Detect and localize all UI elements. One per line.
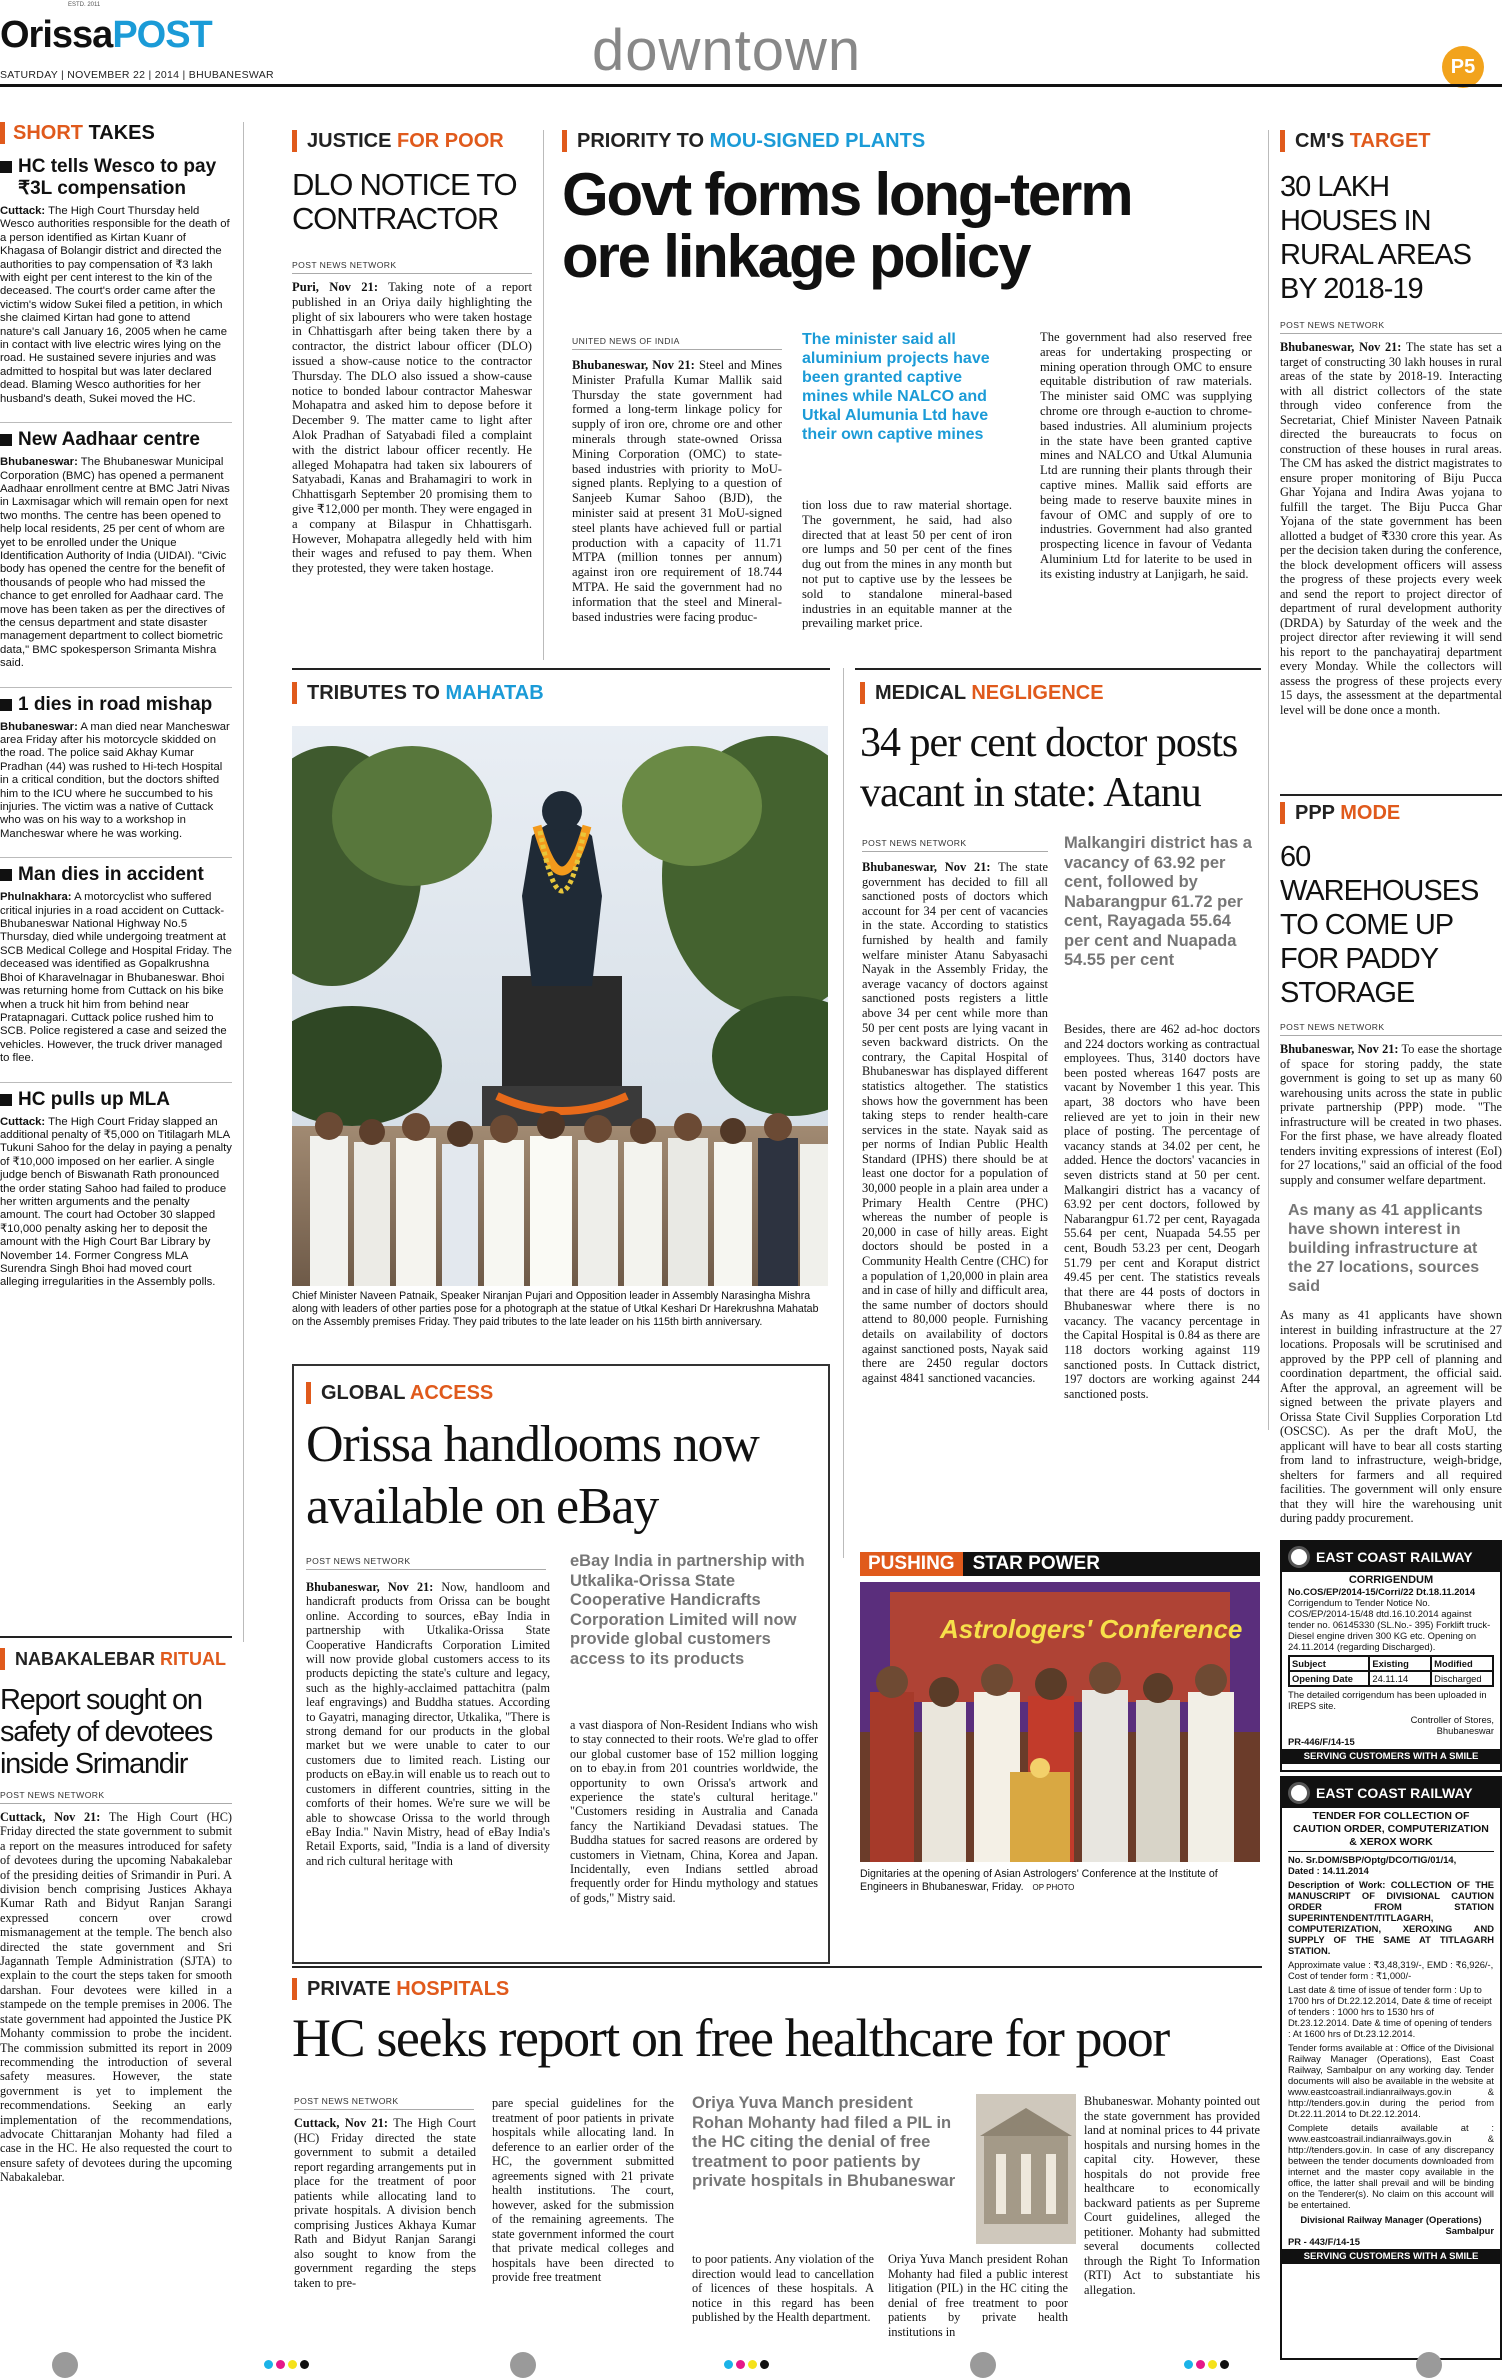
dateline-lead: Bhubaneswar, Nov 21: bbox=[306, 1580, 434, 1594]
short-take-item bbox=[0, 422, 232, 671]
railway-logo-icon bbox=[1288, 1782, 1310, 1804]
dateline-lead: Bhubaneswar: bbox=[0, 720, 78, 733]
logo-small: ESTD. 2011 bbox=[68, 2, 101, 8]
ad-reference: No. Sr.DOM/SBP/Optg/DCO/TIG/01/14, bbox=[1288, 1854, 1457, 1865]
conference-banner: Astrologers' Conference bbox=[940, 1614, 1243, 1644]
ad-footer: SERVING CUSTOMERS WITH A SMILE bbox=[1282, 2249, 1500, 2264]
logo-main: Orissa bbox=[0, 14, 113, 56]
handlooms-story bbox=[306, 1382, 826, 1538]
dateline-lead: Bhubaneswar, Nov 21: bbox=[572, 358, 695, 372]
doctor-col-2: Besides, there are 462 ad-hoc doctors and 224 doctors working as contractual employees. Thus, 3140 doctors have been posted whereas 1647 posts are vacant by November 1 this year. This apart, 38 doctors who have been relieved are yet to join in their new place of posting. The percentage of vacancy stands at 34.02 per cent, he added. Hence the doctors' vacancies in seven districts stand at 50 per cent. Malkangiri district has a vacancy of 63.92 per cent doctors, followed by Nabarangpur 61.72 per cent, Rayagada 55.64 per cent, Nuapada 54.55 per cent, Boudh 53.23 per cent, Deogarh 51.79 per cent and Koraput district 49.45 per cent. The statistics reveals that there are 44 posts of doctors in Bhubaneswar where there is no vacancy. The vacancy percentage in the Capital Hospital is 0.84 as there are 118 doctors working against 119 sanctioned posts. In Cuttack district, 197 doctors are working against 244 sanctioned posts. bbox=[1064, 1022, 1260, 1401]
short-take-body bbox=[0, 721, 232, 842]
short-take-text: The Bhubaneswar Municipal Corporation (BMC) has opened a permanent Aadhaar enrollment centre at BMC Jatri Nivas in Laxmisagar which will remain open for next two months. The centre has been opened to help local residents, 25 per cent of whom are yet to be enrolled under the Unique Identification Authority of India (UIDAI). "Civic body has opened the centre for the benefit of thousands of people who had missed the chance to get enrolled for Aadhaar card. The move has been taken as per the directives of the census department and state disaster management department to collect biometric data," BMC spokesperson Srimanta Mishra said. bbox=[0, 456, 230, 670]
ad-text: Description of Work: COLLECTION OF THE MANUSCRIPT OF DIVISIONAL CAUTION ORDER FROM STATION SUPERINTENDENT/TITLAGARH, COMPUTERIZATION, XEROXING AND SUPPLY OF THE SAME AT TITLAGARH STATION. bbox=[1288, 1879, 1494, 1956]
short-takes-label bbox=[0, 122, 232, 144]
short-take-item bbox=[0, 1082, 232, 1290]
dateline-lead: Cuttack, Nov 21: bbox=[294, 2116, 388, 2130]
doctor-story bbox=[860, 682, 1260, 818]
story-text: The High Court (HC) Friday directed the state government to submit a report on the measures introduced for safety of devotees during the upcoming Nabakalebar of the presiding deities of Srimandir in Puri. A division bench comprising Justices Akhaya Kumar Rath and Bidyut Ranjan Sarangi expressed concern over crowd mismanagement at the temple. The bench also directed the state government and Sri Jagannath Temple Administration (SJTA) to explain to the court the steps taken for smooth darshan. Four devotees were killed in a stampede on the temple premises in 2006. The state government had appointed the Justice PK Mohanty commission to probe the incident. The commission submitted its report in 2009 recommending the introduction of several safety measures. However, the state government is yet to implement the recommendations. Seeking an early implementation of the recommendations, advocate Chittaranjan Mohanty had filed a case in the HC. He also requested the court to ensure safety of devotees during the upcoming Nabakalebar. bbox=[0, 1810, 232, 2185]
table-cell: 24.11.14 bbox=[1369, 1671, 1431, 1686]
dateline-lead: Bhubaneswar, Nov 21: bbox=[1280, 340, 1402, 354]
nabakalebar-body bbox=[0, 1810, 232, 2185]
kicker-accent: RITUAL bbox=[160, 1649, 227, 1669]
mahatab-caption: Chief Minister Naveen Patnaik, Speaker Niranjan Pujari and Opposition leader in Assembly Narasingha Mishra along with leaders of other parties pose for a photograph at the statue of Utkal Keshari Dr Harekrushna Mahatab on the Assembly premises Friday. They paid tributes to the late leader on his 115th birth anniversary. bbox=[292, 1290, 819, 1328]
ad-signoff: Bhubaneswar bbox=[1436, 1725, 1494, 1736]
ore-byline: UNITED NEWS OF INDIA bbox=[572, 336, 782, 350]
nabakalebar-kicker bbox=[0, 1648, 232, 1670]
ad-title: TENDER FOR COLLECTION OF CAUTION ORDER, COMPUTERIZATION & XEROX WORK bbox=[1288, 1810, 1494, 1852]
short-take-headline bbox=[0, 429, 232, 451]
column-divider bbox=[1268, 130, 1269, 1430]
short-take-title: 1 dies in road mishap bbox=[18, 693, 213, 715]
dateline-lead: Cuttack, Nov 21: bbox=[0, 1810, 101, 1824]
kicker-primary: CM'S bbox=[1295, 130, 1345, 152]
warehouses-story bbox=[1280, 802, 1502, 1526]
railway-logo-icon bbox=[1288, 1546, 1310, 1568]
short-take-item bbox=[0, 857, 232, 1065]
ad-brand bbox=[1282, 1778, 1500, 1808]
ad-title: CORRIGENDUM bbox=[1348, 1574, 1434, 1586]
dlo-byline: POST NEWS NETWORK bbox=[292, 260, 532, 274]
ad-date: Dated : 14.11.2014 bbox=[1288, 1865, 1369, 1876]
healthcare-headline: HC seeks report on free healthcare for poor bbox=[292, 2008, 1169, 2068]
registration-marks bbox=[0, 2352, 1502, 2379]
kicker-primary: PRIVATE bbox=[307, 1978, 391, 2000]
short-takes-list bbox=[0, 156, 232, 1290]
handlooms-headline: Orissa handlooms now available on eBay bbox=[306, 1416, 759, 1535]
dateline-lead: Puri, Nov 21: bbox=[292, 280, 379, 294]
dlo-story bbox=[292, 130, 532, 576]
warehouses-body-2: As many as 41 applicants have shown interest in building infrastructure at the 27 locations. Proposals will be scrutinised and approved by the PPP cell of planning and coordination department, the official said. After the approval, an agreement will be signed between the private players and Orissa State Civil Supplies Corporation Ltd (OSCSC). As per the draft MoU, the applicant will have to bear all costs starting from land to infrastructure, weigh-bridge, shelters for farmers and all required facilities. The government will only ensure that they will hire the warehousing unit during paddy procurement. bbox=[1280, 1308, 1502, 1525]
bullet-square-icon bbox=[0, 434, 12, 446]
registration-mark-icon bbox=[970, 2352, 996, 2378]
short-take-title: New Aadhaar centre bbox=[18, 429, 200, 451]
ad-reference: PR - 443/F/14-15 bbox=[1288, 2236, 1360, 2247]
registration-mark-icon bbox=[510, 2352, 536, 2378]
healthcare-col-3: to poor patients. Any violation of the direction would lead to cancellation of licences of these hospitals. A notice in this regard has been published by the Health department. bbox=[692, 2252, 874, 2324]
dateline-lead: Bhubaneswar: bbox=[0, 456, 78, 469]
handlooms-col-1 bbox=[306, 1580, 550, 1868]
ad-text: Tender forms available at : Office of the Divisional Railway Manager (Operations), East Coast Railway, Sambalpur on any working day. Tender documents will also be available in the website at www.eastcoastrail.indianrailways.gov.in & http://tenders.gov.in during the period from Dt.22.11.2014 to Dt.22.12.2014. bbox=[1288, 2042, 1494, 2119]
doctor-headline: 34 per cent doctor posts vacant in state: Atanu bbox=[860, 720, 1238, 816]
short-take-body bbox=[0, 205, 232, 406]
warehouses-headline: 60 WAREHOUSES TO COME UP FOR PADDY STORAGE bbox=[1280, 841, 1479, 1009]
story-text: Taking note of a report published in an Oriya daily highlighting the plight of six labourers who were taken hostage in Chhattisgarh after being taken there by a contractor, the district labour officer (DLO) issued a show-cause notice to the contractor Thursday. The DLO also issued a show-cause notice to bonded labour contractor Maheswar Mohapatra and asked him to depose before it December 9. The matter came to light after Alok Pradhan of Satyabadi filed a complaint with the district labour officer recently. He alleged Mohapatra had taken six labourers of Satyabadi, Kanas and Brahamagiri to work in Chhattisgarh September 20 promising them to give ₹12,000 per month. They were engaged in a company at Bilaspur in Chhattisgarh. However, Mohapatra allegedly held with him their wages and refused to pay them. When they protested, they were taken hostage. bbox=[292, 280, 532, 576]
houses-kicker bbox=[1280, 130, 1502, 152]
column-divider bbox=[243, 122, 244, 1642]
ore-story bbox=[562, 130, 1262, 288]
dateline-lead: Cuttack: bbox=[0, 205, 46, 217]
ad-text: Complete details available at : www.eastcoastrail.indianrailways.gov.in & http://tenders.gov.in. In case of any discrepancy between the tender documents downloaded from internet and the master copy available in the office, the latter shall prevail and will be binding on the Tenderer(s). No claim on this account will be entertained. bbox=[1288, 2122, 1494, 2210]
short-take-text: A man died near Mancheswar area Friday after his motorcycle skidded on the road. The police said Akhay Kumar Pradhan (44) was rushed to Hi-tech Hospital in a critical condition, but the doctors shifted him to the ICU where he succumbed to his injuries. The victim was a native of Cuttack who was on his way to a workshop in Mancheswar where he was working. bbox=[0, 720, 230, 840]
dlo-body bbox=[292, 280, 532, 576]
page-number: P5 bbox=[1450, 56, 1476, 78]
short-take-title: Man dies in accident bbox=[18, 864, 204, 886]
kicker-accent: NEGLIGENCE bbox=[971, 682, 1104, 704]
short-take-headline bbox=[0, 864, 232, 886]
story-text: Now, handloom and handicraft products from Orissa can be bought online. According to sources, eBay India in partnership with Utkalika-Orissa State Cooperative Handicrafts Corporation Limited will now provide global customers access to its products depicting the state's culture and legacy, such as the highly-acclaimed pattachitra (palm leaf engravings) and Buddha statues. According to Gayatri, managing director, Utkalika, "There is strong demand for our products in the global market but we were unable to cater to our customers due to limited reach. Listing our products on eBay.in will enable us to reach out to customers in different countries, sitting in the comforts of their homes. We're sure we will be able to showcase Orissa to the world through eBay India." Navin Mistry, head of eBay India's Retail Exports, said, "India is a land of diversity and rich cultural heritage with bbox=[306, 1580, 550, 1868]
dlo-headline: DLO NOTICE TO CONTRACTOR bbox=[292, 167, 517, 236]
ad-text: The detailed corrigendum has been uploaded in IREPS site. bbox=[1288, 1689, 1487, 1711]
ad-brand-text: EAST COAST RAILWAY bbox=[1316, 1785, 1473, 1801]
ore-pullquote: The minister said all aluminium projects have been granted captive mines while NALCO and Utkal Alumunia Ltd have their own captive mines bbox=[802, 331, 990, 443]
high-court-photo-image bbox=[976, 2094, 1076, 2244]
logo-accent: POST bbox=[112, 14, 212, 56]
short-take-item bbox=[0, 156, 232, 406]
warehouses-pullquote: As many as 41 applicants have shown interest in building infrastructure at the 27 locations, sources said bbox=[1288, 1202, 1483, 1295]
kicker-primary: NABAKALEBAR bbox=[15, 1649, 155, 1669]
kicker-accent: MAHATAB bbox=[445, 682, 544, 704]
ad-brand-text: EAST COAST RAILWAY bbox=[1316, 1549, 1473, 1565]
houses-story bbox=[1280, 130, 1502, 717]
ore-headline: Govt forms long-term ore linkage policy bbox=[562, 161, 1132, 290]
dateline: SATURDAY | NOVEMBER 22 | 2014 | BHUBANESWAR bbox=[0, 69, 274, 81]
logo bbox=[0, 16, 212, 54]
kicker-accent: MOU-SIGNED PLANTS bbox=[709, 130, 926, 152]
healthcare-photo bbox=[976, 2094, 1076, 2244]
section-rule bbox=[855, 668, 1261, 670]
kicker-primary: TRIBUTES TO bbox=[307, 682, 440, 704]
kicker-primary: GLOBAL bbox=[321, 1382, 406, 1404]
section-rule bbox=[292, 1966, 1262, 1968]
short-take-title: HC pulls up MLA bbox=[18, 1088, 170, 1110]
story-text: The High Court (HC) Friday directed the state government to submit a detailed report regarding arrangements put in place for the treatment of poor patients while allocating land to private hospitals. A division bench comprising Justices Akhaya Kumar Rath and Bidyut Ranjan Sarangi also sought to know from the government regarding the steps taken to pre- bbox=[294, 2116, 476, 2290]
healthcare-col-2: pare special guidelines for the treatment of poor patients in private hospitals while allocating land. In deference to an earlier order of the HC, the government submitted agreements signed with 21 private health institutions. The court, however, asked for the submission of the remaining agreements. The state government informed the court that private medical colleges and hospitals have been directed to provide free treatment bbox=[492, 2096, 674, 2284]
registration-mark-icon bbox=[52, 2352, 78, 2378]
ore-col-2: tion loss due to raw material shortage. The government, he said, had also directed that at least 50 per cent of iron ore lumps and 50 per cent of the fines dug out from the mines in any month but not put to captive use by the lessees be sold to standalone mineral-based industries in an equitable manner at the prevailing market price. bbox=[802, 498, 1012, 631]
pushing-label-b: STAR POWER bbox=[963, 1552, 1260, 1576]
nabakalebar-story bbox=[0, 1640, 232, 2185]
color-dots-icon bbox=[724, 2360, 769, 2369]
short-take-headline bbox=[0, 694, 232, 716]
handlooms-kicker bbox=[306, 1382, 826, 1404]
bullet-square-icon bbox=[0, 699, 12, 711]
page-number-badge bbox=[1442, 46, 1484, 88]
pushing-label-a: PUSHING bbox=[860, 1552, 963, 1576]
short-take-title: HC tells Wesco to pay ₹3L compensation bbox=[18, 156, 217, 199]
short-takes-label-b: TAKES bbox=[88, 122, 155, 144]
healthcare-col-1 bbox=[294, 2116, 476, 2290]
table-cell: Opening Date bbox=[1289, 1671, 1369, 1686]
ad-reference: No.COS/EP/2014-15/Corri/22 Dt.18.11.2014 bbox=[1288, 1586, 1476, 1597]
kicker-accent: ACCESS bbox=[409, 1382, 494, 1404]
kicker-accent: FOR POOR bbox=[397, 130, 504, 152]
ad-signoff: Sambalpur bbox=[1445, 2225, 1494, 2236]
ad-brand bbox=[1282, 1542, 1500, 1572]
houses-byline: POST NEWS NETWORK bbox=[1280, 320, 1502, 334]
handlooms-byline: POST NEWS NETWORK bbox=[306, 1556, 546, 1570]
table-cell: Existing bbox=[1369, 1656, 1431, 1671]
mahatab-kicker bbox=[292, 682, 544, 704]
short-take-headline bbox=[0, 156, 232, 200]
dateline-lead: Cuttack: bbox=[0, 1115, 46, 1128]
ad-table bbox=[1288, 1655, 1494, 1687]
ad-signoff: Divisional Railway Manager (Operations) bbox=[1300, 2214, 1482, 2225]
kicker-primary: PPP bbox=[1295, 802, 1335, 824]
doctor-col-1 bbox=[862, 860, 1048, 1385]
short-take-headline bbox=[0, 1089, 232, 1111]
warehouses-kicker bbox=[1280, 802, 1502, 824]
doctor-byline: POST NEWS NETWORK bbox=[862, 838, 1048, 852]
color-dots-icon bbox=[264, 2360, 309, 2369]
short-take-text: The High Court Thursday held Wesco authorities responsible for the death of a person identified as Kirtan Kuanr of Khagasa of Bolangir district and directed the authorities to pay compensation of ₹3 lakh with eight per cent interest to the kin of the deceased. The court's order came after the victim's widow Sukei filed a petition, in which she claimed Kirtan had gone to attend nature's call January 16, 2005 when he came in contact with live electric wires lying on the road. He sustained severe injuries and was admitted to hospital but was later declared dead. Blaming Wesco authorities for her husband's death, Sukei moved the HC. bbox=[0, 205, 230, 405]
short-take-item bbox=[0, 687, 232, 842]
pushing-label bbox=[860, 1552, 1260, 1576]
column-divider bbox=[843, 668, 844, 1558]
masthead-rule bbox=[0, 84, 1502, 87]
ad-signoff: Controller of Stores, bbox=[1410, 1714, 1494, 1725]
color-dots-icon bbox=[1184, 2360, 1229, 2369]
ad-text: Approximate value : ₹3,48,319/-, EMD : ₹6,926/-, Cost of tender form : ₹1,000/- bbox=[1288, 1959, 1494, 1981]
kicker-primary: PRIORITY TO bbox=[577, 130, 705, 152]
story-text: To ease the shortage of space for storing paddy, the state government is going to set up as many 60 warehousing units across the state in public private partnership (PPP) mode. "The infrastructure will be created in two phases. For the first phase, we have already floated tenders inviting expressions of interest (EoI) for 27 locations," said an official of the food supply and consumer welfare department. bbox=[1280, 1042, 1502, 1187]
warehouses-body-1 bbox=[1280, 1042, 1502, 1187]
ad-reference: PR-446/F/14-15 bbox=[1288, 1736, 1355, 1747]
healthcare-col-5: Bhubaneswar. Mohanty pointed out the state government has provided land at nominal prices to 44 private hospitals and nursing homes in the capital city. However, these hospitals do not provide free healthcare to economically backward patients as per Supreme Court guidelines, alleged the petitioner. Mohanty had submitted several documents collected through the Right To Information (RTI) Act to substantiate his allegation. bbox=[1084, 2094, 1260, 2297]
kicker-accent: HOSPITALS bbox=[396, 1978, 510, 2000]
nabakalebar-byline: POST NEWS NETWORK bbox=[0, 1790, 232, 1804]
bullet-square-icon bbox=[0, 1094, 12, 1106]
doctor-kicker bbox=[860, 682, 1260, 704]
railway-tender-ad bbox=[1280, 1776, 1502, 2360]
dateline-lead: Bhubaneswar, Nov 21: bbox=[862, 860, 991, 874]
pushing-photo bbox=[860, 1582, 1260, 1862]
warehouses-byline: POST NEWS NETWORK bbox=[1280, 1022, 1502, 1036]
story-text: The state has set a target of constructing 30 lakh houses in rural areas of the state by 2018-19. Interacting with all district collectors of the state through video conference from the Secretariat, Chief Minister Naveen Patnaik directed the bureaucrats to focus on construction of these houses in rural areas. The CM has asked the district magistrates to ensure proper monitoring of Biju Pucca Ghar Yojana and Indira Awas yojana to fulfill the target. The Biju Pucca Ghar Yojana of the state government has been allotted a budget of ₹330 crore this year. As per the decision taken during the conference, the block development officers will assess the progress of these projects every week and send the report to project director of department of rural development authority (DRDA) by Saturday of the week and the project director after reviewing it will send his report to the panchayatiraj department every Monday. While the collectors will assess the progress of these projects every 15 days, the assessment at the departmental level will be done once a month. bbox=[1280, 340, 1502, 717]
section-rule bbox=[1280, 794, 1502, 796]
short-take-body bbox=[0, 456, 232, 671]
healthcare-kicker bbox=[292, 1978, 1262, 2000]
statue-photo-image bbox=[292, 726, 828, 1286]
kicker-accent: TARGET bbox=[1349, 130, 1431, 152]
masthead bbox=[0, 0, 1502, 82]
table-cell: Discharged bbox=[1431, 1671, 1493, 1686]
ad-text: Corrigendum to Tender Notice No. COS/EP/2014-15/48 dtd.16.10.2014 against tender no. 06145330 (SL.No.- 395) Forklift truck-Diesel engine driven 300 KG etc. Opening on 24.11.2014 (regarding Discharged). bbox=[1288, 1597, 1491, 1652]
short-take-text: The High Court Friday slapped an additional penalty of ₹5,000 on Titilagarh MLA Tukuni Sahoo for the delay in paying a penalty of ₹10,000 imposed on her earlier. A single judge bench of Biswanath Rath pronounced the order stating Sahoo had failed to produce her written arguments and the penalty amount. The court had October 30 slapped ₹10,000 penalty asking her to deposit the amount with the High Court Bar Library by November 14. Former Congress MLA Surendra Singh Bhoi had moved court alleging irregularities in the Assembly polls. bbox=[0, 1115, 232, 1289]
short-takes-column bbox=[0, 122, 232, 1306]
healthcare-story bbox=[292, 1978, 1262, 2068]
kicker-primary: JUSTICE bbox=[307, 130, 392, 152]
dateline-lead: Bhubaneswar, Nov 21: bbox=[1280, 1042, 1399, 1056]
houses-body bbox=[1280, 340, 1502, 717]
story-text: Steel and Mines Minister Prafulla Kumar Mallik said Thursday the state government had formed a long-term linkage policy for supply of iron ore, chrome ore and other minerals through state-owned Orissa Mining Corporation (OMC) to state-based industries with priority to MoU-signed plants. Replying to a question of Sanjeeb Kumar Sahoo (BJD), the minister said at present 31 MoU-signed steel plants have achieved full or partial production with a capacity of 11.71 MTPA (million tonnes per annum) against iron ore requirement of 18.744 MTPA. He said the government had no information that the steel and Mineral-based industries were facing produc- bbox=[572, 358, 782, 624]
section-rule bbox=[292, 668, 830, 670]
column-divider bbox=[543, 130, 544, 660]
railway-corrigendum-ad bbox=[1280, 1540, 1502, 1772]
section-title: downtown bbox=[592, 18, 862, 83]
pushing-caption bbox=[860, 1868, 1260, 1895]
bullet-square-icon bbox=[0, 869, 12, 881]
handlooms-col-2: a vast diaspora of Non-Resident Indians who wish to stay connected to their roots. We're glad to offer our global customer base of 152 million logging on to ebay.in from 201 countries worldwide, the opportunity to own Orissa's artwork and experience the state's cultural heritage." "Customers residing in Australia and Canada fancy the Nartikiand Devadasi statues. The Buddha statues for sacred reasons are ordered by customers in Vietnam, China, Korea and Japan. Incidentally, even Indians settled abroad frequently order for Hindu mythology and statues of gods," Mistry said. bbox=[570, 1718, 818, 1905]
handlooms-pullquote: eBay India in partnership with Utkalika-Orissa State Cooperative Handicrafts Corporation Limited will now provide global customers access to its products bbox=[570, 1552, 805, 1668]
photo-credit: OP PHOTO bbox=[1032, 1882, 1075, 1892]
healthcare-pullquote: Oriya Yuva Manch president Rohan Mohanty had filed a PIL in the HC citing the denial of free treatment to poor patients by private hospitals in Bhubaneswar bbox=[692, 2094, 956, 2190]
mahatab-photo bbox=[292, 726, 828, 1286]
bullet-square-icon bbox=[0, 161, 12, 173]
short-take-text: A motorcyclist who suffered critical injuries in a road accident on Cuttack-Bhubaneswar National Highway No.5 Thursday, died while undergoing treatment at SCB Medical College and Hospital Friday. The deceased was identified as Gopalkrushna Bhoi of Kharavelnagar in Bhubaneswar. Bhoi was returning home from Cuttack on his bike when a truck hit him from behind near Pratapnagari. Cuttack police rushed him to SCB. Police registered a case and seized the vehicles. However, the truck driver managed to flee. bbox=[0, 891, 232, 1065]
ore-col-1 bbox=[572, 358, 782, 624]
ad-text: Last date & time of issue of tender form : Up to 1700 hrs of Dt.22.12.2014, Date & time of receipt of tenders : 1000 hrs to 1530 hrs of Dt.23.12.2014. Date & time of opening of tenders : At 1600 hrs of Dt.23.12.2014. bbox=[1288, 1984, 1492, 2039]
short-take-body bbox=[0, 891, 232, 1065]
ore-col-3: The government had also reserved free areas for undertaking prospecting or mining operation through OMC to ensure equitable distribution of raw materials. The minister said OMC was supplying chrome ore through e-auction to chrome-based industries. All aluminium projects in the state have been granted captive mines and NALCO and Utkal Alumunia Ltd are running their plants through their captive mines. Mallik said efforts are being made to reserve bauxite mines in favour of OMC and supply of ore to industries. Government had also granted prospecting licence in favour of Vedanta Aluminium Ltd for laterite to be used in its existing industry at Lanjigarh, he said. bbox=[1040, 330, 1252, 581]
section-rule bbox=[0, 1636, 232, 1638]
short-takes-label-a: SHORT bbox=[13, 122, 83, 144]
story-text: The state government has decided to fill all sanctioned posts of doctors which account for 34 per cent of vacancies in the state. According to statistics furnished by health and family welfare minister Atanu Sabyasachi Nayak in the Assembly Friday, the average vacancy of doctors against sanctioned posts registers a little above 34 per cent while more than 50 per cent posts are lying vacant in seven backward districts. On the contrary, the Capital Hospital of Bhubaneswar has displayed different statistics altogether. The statistics shows how the government has been taking steps to render health-care services in the state. Nayak said as per norms of Indian Public Health Standard (IPHS) there should be at least one doctor for a population of 30,000 people in a plain area under a Primary Health Centre (PHC) whereas the number of people is 20,000 in case of hilly areas. Eight doctors should be posted in a Community Health Centre (CHC) for a population of 1,20,000 in plain area and in case of hilly and difficult area, the same number of doctors should attend to 80,000 people. Furnishing details on availability of doctors against sanctioned posts, Nayak said there are 2450 regular doctors against 4841 sanctioned vacancies. bbox=[862, 860, 1049, 1385]
dateline-lead: Phulnakhara: bbox=[0, 891, 72, 904]
healthcare-col-4: Oriya Yuva Manch president Rohan Mohanty had filed a public interest litigation (PIL) in the HC citing the denial of free treatment to poor patients by private health institutions in bbox=[888, 2252, 1068, 2339]
ad-footer: SERVING CUSTOMERS WITH A SMILE bbox=[1282, 1749, 1500, 1764]
kicker-primary: MEDICAL bbox=[875, 682, 966, 704]
nabakalebar-headline: Report sought on safety of devotees inside Srimandir bbox=[0, 1684, 212, 1780]
houses-headline: 30 LAKH HOUSES IN RURAL AREAS BY 2018-19 bbox=[1280, 171, 1471, 305]
table-cell: Modified bbox=[1431, 1656, 1493, 1671]
doctor-pullquote: Malkangiri district has a vacancy of 63.92 per cent, followed by Nabarangpur 61.72 per cent, Rayagada 55.64 per cent and Nuapada 54.55 per cent bbox=[1064, 834, 1252, 969]
kicker-accent: MODE bbox=[1340, 802, 1401, 824]
ore-kicker bbox=[562, 130, 1262, 152]
dlo-kicker bbox=[292, 130, 532, 152]
registration-mark-icon bbox=[1416, 2352, 1442, 2378]
healthcare-byline: POST NEWS NETWORK bbox=[294, 2096, 474, 2110]
table-cell: Subject bbox=[1289, 1656, 1369, 1671]
short-take-body bbox=[0, 1116, 232, 1290]
caption-text: Dignitaries at the opening of Asian Astrologers' Conference at the Institute of Engineers in Bhubaneswar, Friday. bbox=[860, 1868, 1218, 1893]
